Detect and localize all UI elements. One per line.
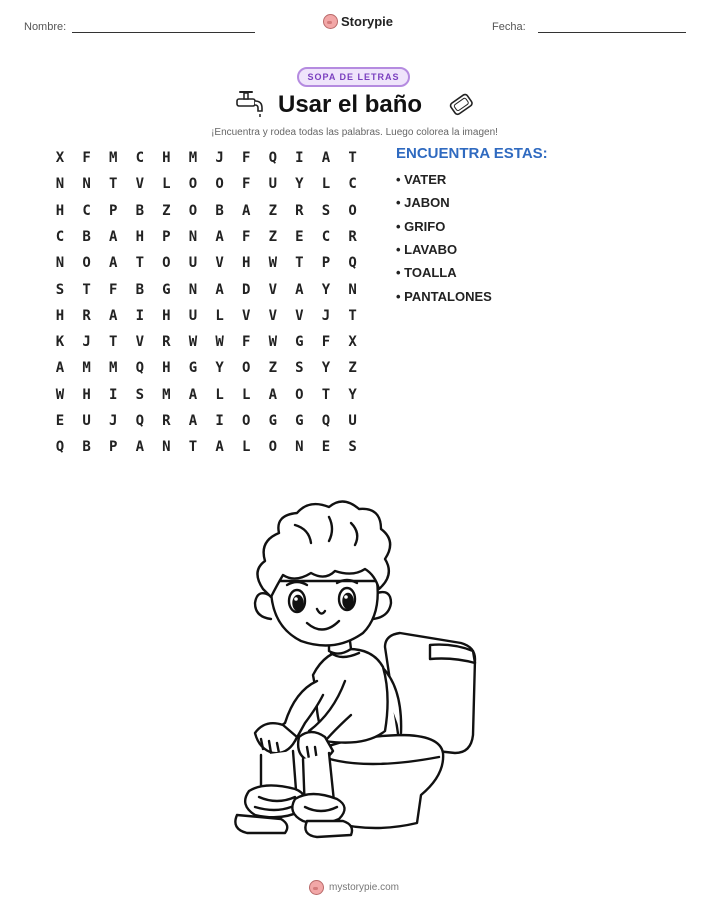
grid-letter[interactable]: S — [321, 202, 331, 219]
word-list-item: • VATER — [396, 172, 447, 187]
grid-letter[interactable]: C — [55, 228, 65, 245]
grid-letter[interactable]: A — [215, 228, 224, 245]
grid-letter[interactable]: O — [162, 255, 171, 272]
grid-letter[interactable]: Q — [55, 439, 65, 456]
grid-letter[interactable]: W — [188, 334, 198, 351]
grid-letter[interactable]: H — [241, 255, 251, 272]
grid-letter[interactable]: M — [188, 150, 198, 166]
grid-letter[interactable]: E — [295, 228, 304, 245]
grid-letter[interactable]: L — [241, 439, 251, 456]
grid-letter[interactable]: Z — [268, 202, 278, 219]
grid-letter[interactable]: L — [241, 386, 251, 403]
grid-letter[interactable]: O — [268, 439, 278, 456]
grid-letter[interactable]: A — [188, 386, 198, 403]
grid-letter[interactable]: S — [295, 360, 304, 377]
grid-letter[interactable]: A — [295, 281, 304, 298]
grid-letter[interactable]: O — [215, 176, 224, 193]
grid-letter[interactable]: N — [188, 281, 198, 298]
grid-letter[interactable]: N — [82, 176, 91, 193]
grid-letter[interactable]: V — [268, 307, 278, 324]
grid-letter[interactable]: F — [82, 150, 91, 166]
grid-letter[interactable]: B — [135, 281, 145, 298]
grid-letter[interactable]: A — [108, 255, 118, 272]
grid-letter[interactable]: U — [188, 255, 198, 272]
grid-letter[interactable]: V — [295, 307, 304, 324]
grid-letter[interactable]: A — [108, 228, 118, 245]
grid-letter[interactable]: D — [241, 281, 251, 298]
word-list-item: • PANTALONES — [396, 288, 492, 304]
grid-letter[interactable]: V — [135, 334, 145, 351]
grid-letter[interactable]: S — [348, 439, 357, 456]
grid-letter[interactable]: N — [55, 255, 65, 272]
grid-letter[interactable]: A — [135, 439, 145, 456]
grid-letter[interactable]: Y — [295, 176, 304, 193]
grid-letter[interactable]: W — [268, 255, 278, 272]
grid-letter[interactable]: U — [268, 176, 278, 193]
grid-letter[interactable]: S — [135, 386, 145, 403]
grid-letter[interactable]: L — [321, 176, 331, 193]
instructions: ¡Encuentra y rodea todas las palabras. Luego colorea la imagen! — [211, 127, 498, 138]
grid-letter[interactable]: I — [135, 307, 145, 324]
grid-letter[interactable]: H — [162, 307, 171, 324]
grid-letter[interactable]: Y — [215, 360, 224, 377]
grid-letter[interactable]: T — [135, 255, 145, 272]
grid-letter[interactable]: Y — [321, 281, 331, 298]
grid-letter[interactable]: T — [108, 176, 118, 193]
soap-icon — [447, 90, 475, 118]
grid-letter[interactable]: Z — [268, 360, 278, 377]
grid-letter[interactable]: L — [162, 176, 171, 193]
grid-letter[interactable]: Z — [162, 202, 171, 219]
grid-letter[interactable]: T — [295, 255, 304, 272]
grid-letter[interactable]: O — [188, 176, 198, 193]
word-list-item: • TOALLA — [396, 265, 457, 281]
word-list-title: ENCUENTRA ESTAS: — [396, 145, 548, 162]
footer-url[interactable]: mystorypie.com — [329, 882, 400, 893]
grid-letter[interactable]: A — [241, 202, 251, 219]
grid-letter[interactable]: W — [55, 386, 65, 403]
grid-letter[interactable]: B — [82, 228, 91, 245]
grid-letter[interactable]: R — [82, 307, 91, 324]
grid-letter[interactable]: V — [241, 307, 251, 324]
grid-letter[interactable]: M — [162, 386, 171, 403]
grid-letter[interactable]: J — [108, 413, 118, 429]
grid-letter[interactable]: M — [108, 150, 118, 166]
grid-letter[interactable]: Q — [268, 150, 278, 166]
grid-letter[interactable]: A — [321, 150, 331, 166]
grid-letter[interactable]: N — [162, 439, 171, 456]
grid-letter[interactable]: O — [241, 413, 251, 429]
brand-logo — [323, 14, 393, 29]
grid-letter[interactable]: Q — [321, 413, 331, 429]
footer[interactable] — [309, 880, 399, 895]
grid-letter[interactable]: X — [348, 334, 357, 351]
grid-letter[interactable]: O — [295, 386, 304, 403]
pig-logo-icon — [309, 880, 324, 895]
grid-letter[interactable]: J — [82, 334, 91, 351]
grid-letter[interactable]: P — [321, 255, 331, 272]
grid-letter[interactable]: A — [215, 281, 224, 298]
grid-letter[interactable]: N — [295, 439, 304, 456]
name-label: Nombre: — [24, 21, 67, 33]
grid-letter[interactable]: T — [82, 281, 91, 298]
grid-letter[interactable]: G — [188, 360, 198, 377]
grid-letter[interactable]: A — [108, 307, 118, 324]
grid-letter[interactable]: I — [215, 413, 224, 429]
grid-letter[interactable]: Y — [321, 360, 331, 377]
grid-letter[interactable]: A — [188, 413, 198, 429]
grid-letter[interactable]: Q — [135, 413, 145, 429]
grid-letter[interactable]: G — [295, 413, 304, 429]
name-line[interactable] — [72, 32, 255, 33]
grid-letter[interactable]: U — [348, 413, 357, 429]
grid-letter[interactable]: V — [215, 255, 224, 272]
brand-name: Storypie — [341, 14, 394, 29]
grid-letter[interactable]: N — [55, 176, 65, 193]
grid-letter[interactable]: C — [135, 150, 145, 166]
grid-letter[interactable]: O — [82, 255, 91, 272]
grid-letter[interactable]: T — [348, 307, 357, 324]
date-line[interactable] — [538, 32, 686, 33]
grid-letter[interactable]: E — [55, 413, 65, 429]
grid-letter[interactable]: U — [82, 413, 91, 429]
grid-letter[interactable]: M — [108, 360, 118, 377]
grid-letter[interactable]: L — [215, 307, 224, 324]
grid-letter[interactable]: H — [55, 307, 65, 324]
grid-letter[interactable]: V — [268, 281, 278, 298]
grid-letter[interactable]: B — [82, 439, 91, 456]
grid-letter[interactable]: N — [348, 281, 357, 298]
grid-letter[interactable]: N — [188, 228, 198, 245]
grid-letter[interactable]: F — [241, 334, 251, 351]
grid-letter[interactable]: Z — [268, 228, 278, 245]
grid-letter[interactable]: I — [108, 386, 118, 403]
grid-letter[interactable]: F — [241, 150, 251, 166]
grid-letter[interactable]: Q — [348, 255, 357, 272]
grid-letter[interactable]: S — [55, 281, 65, 298]
grid-letter[interactable]: F — [241, 228, 251, 245]
grid-letter[interactable]: V — [135, 176, 145, 193]
grid-letter[interactable]: J — [321, 307, 331, 324]
grid-letter[interactable]: T — [108, 334, 118, 351]
grid-letter[interactable]: T — [188, 439, 198, 456]
grid-letter[interactable]: P — [108, 202, 118, 219]
grid-letter[interactable]: R — [295, 202, 304, 219]
grid-letter[interactable]: A — [268, 386, 278, 403]
grid-letter[interactable]: L — [215, 386, 224, 403]
grid-letter[interactable]: H — [162, 150, 171, 166]
grid-letter[interactable]: X — [55, 150, 65, 166]
grid-letter[interactable]: T — [321, 386, 331, 403]
pig-logo-icon — [323, 14, 338, 29]
grid-letter[interactable]: C — [82, 202, 91, 219]
grid-letter[interactable]: E — [321, 439, 331, 456]
word-list-item: • GRIFO — [396, 218, 446, 234]
grid-letter[interactable]: Q — [135, 360, 145, 377]
word-list-item: • JABON — [396, 195, 450, 211]
puzzle-type-badge: SOPA DE LETRAS — [297, 67, 410, 87]
grid-letter[interactable]: G — [162, 281, 171, 298]
grid-letter[interactable]: J — [215, 150, 224, 166]
grid-letter[interactable]: B — [135, 202, 145, 219]
grid-letter[interactable]: C — [348, 176, 357, 193]
grid-letter[interactable]: F — [241, 176, 251, 193]
grid-letter[interactable]: G — [295, 334, 304, 351]
grid-letter[interactable]: H — [135, 228, 145, 245]
grid-letter[interactable]: K — [55, 334, 65, 351]
grid-letter[interactable]: O — [348, 202, 357, 219]
grid-letter[interactable]: O — [241, 360, 251, 377]
grid-letter[interactable]: A — [55, 360, 65, 377]
grid-letter[interactable]: P — [108, 439, 118, 456]
grid-letter[interactable]: G — [268, 413, 278, 429]
grid-letter[interactable]: F — [321, 334, 331, 351]
grid-letter[interactable]: F — [108, 281, 118, 298]
grid-letter[interactable]: Y — [348, 386, 357, 403]
grid-letter[interactable]: R — [348, 228, 357, 245]
word-list-item: • LAVABO — [396, 241, 458, 257]
grid-letter[interactable]: C — [321, 228, 331, 245]
grid-letter[interactable]: I — [295, 150, 304, 166]
grid-letter[interactable]: A — [215, 439, 224, 456]
boy-on-toilet-illustration — [225, 485, 485, 845]
date-label: Fecha: — [492, 21, 526, 33]
grid-letter[interactable]: U — [188, 307, 198, 324]
grid-letter[interactable]: H — [82, 386, 91, 403]
faucet-icon — [234, 90, 266, 120]
grid-letter[interactable]: P — [162, 228, 171, 245]
grid-letter[interactable]: H — [162, 360, 171, 377]
grid-letter[interactable]: R — [162, 334, 171, 351]
grid-letter[interactable]: W — [215, 334, 224, 351]
grid-letter[interactable]: T — [348, 150, 357, 166]
grid-letter[interactable]: B — [215, 202, 224, 219]
grid-letter[interactable]: H — [55, 202, 65, 219]
grid-letter[interactable]: R — [162, 413, 171, 429]
grid-letter[interactable]: Z — [348, 360, 357, 377]
grid-letter[interactable]: M — [82, 360, 91, 377]
page-title: Usar el baño — [278, 91, 423, 118]
grid-letter[interactable]: O — [188, 202, 198, 219]
grid-letter[interactable]: W — [268, 334, 278, 351]
